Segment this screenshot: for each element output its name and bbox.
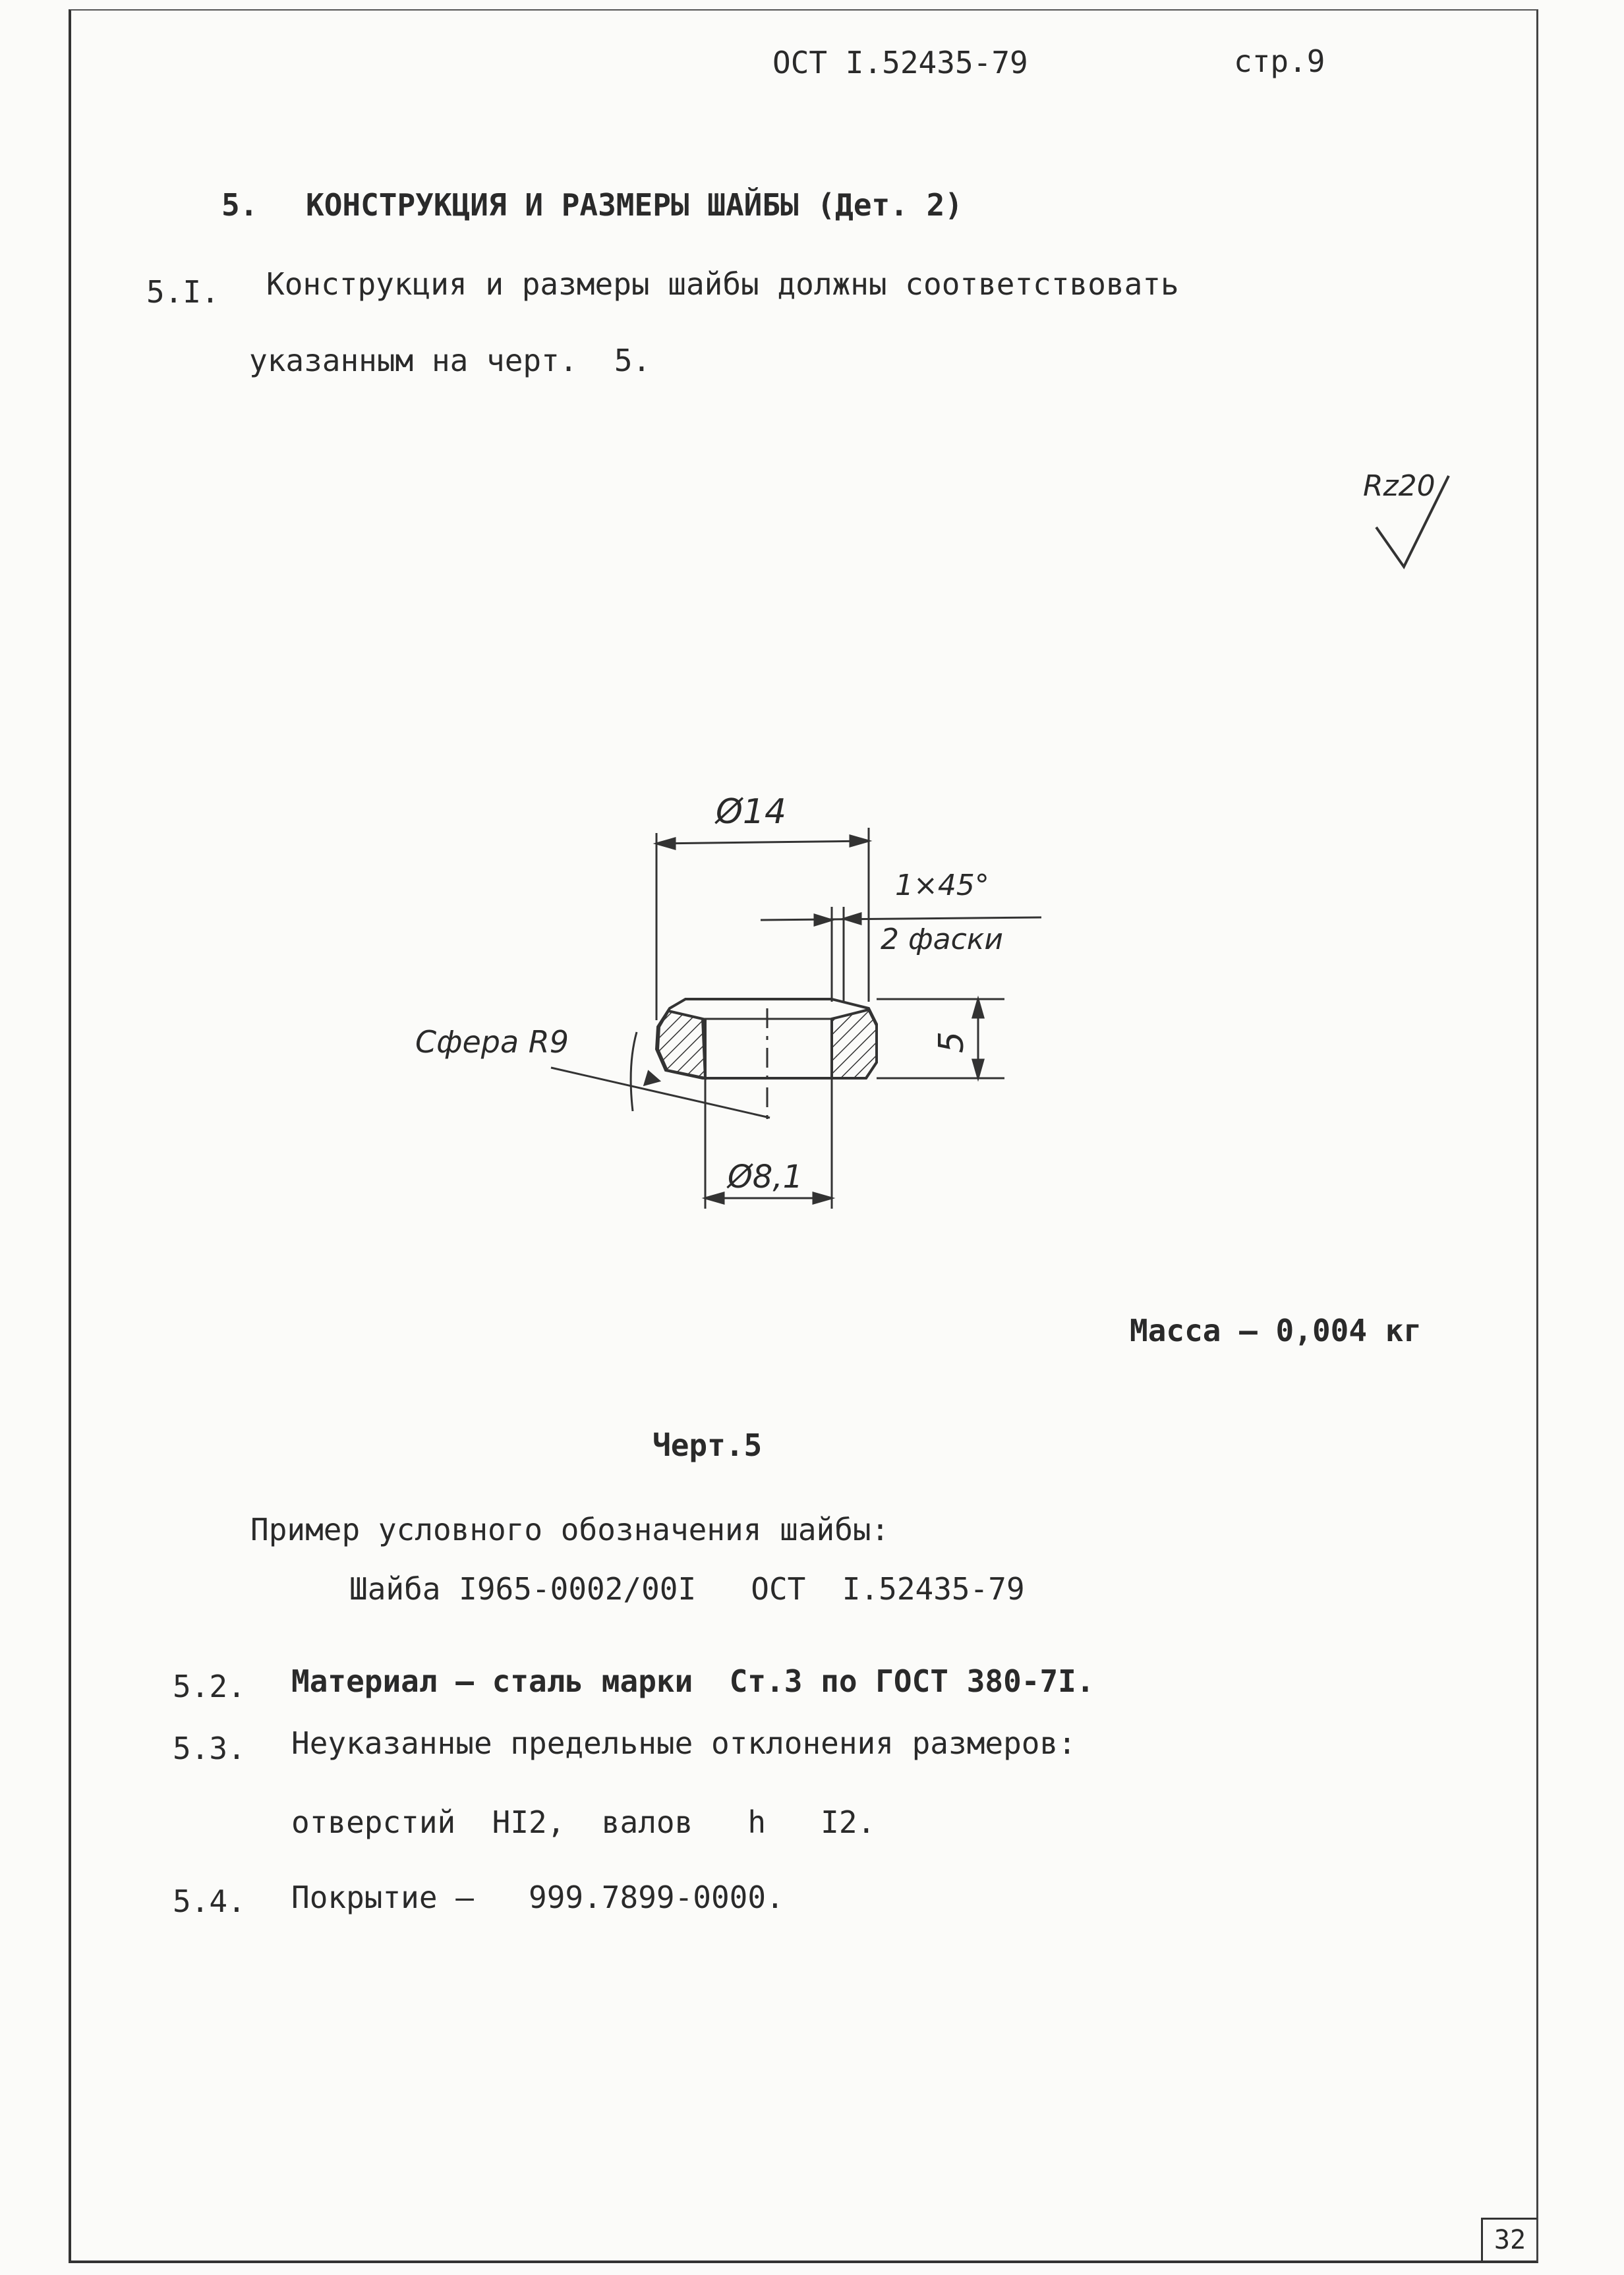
example-label: Пример условного обозначения шайбы: (250, 1512, 890, 1547)
inner-diameter-label: Ø8,1 (728, 1159, 803, 1195)
clause-5-1-line1: Конструкция и размеры шайбы должны соответствовать (266, 266, 1179, 302)
figure-caption: Черт.5 (652, 1427, 763, 1463)
chamfer-label-2: 2 фаски (881, 923, 1003, 956)
clause-5-4-number: 5.4. (173, 1884, 246, 1919)
clause-5-1-line2: указанным на черт. 5. (249, 343, 651, 378)
section-title: КОНСТРУКЦИЯ И РАЗМЕРЫ ШАЙБЫ (Дет. 2) (306, 187, 963, 223)
clause-5-3-number: 5.3. (173, 1731, 246, 1766)
section-number: 5. (221, 187, 258, 223)
clause-5-2-number: 5.2. (173, 1669, 246, 1704)
clause-5-1-number: 5.I. (146, 274, 219, 310)
example-value: Шайба I965-0002/00I ОСТ I.52435-79 (349, 1571, 1025, 1607)
clause-5-2-text: Материал – сталь марки Ст.3 по ГОСТ 380-7I. (291, 1663, 1095, 1699)
sphere-label: Сфера R9 (415, 1024, 569, 1060)
thickness-label: 5 (932, 1031, 972, 1053)
clause-5-3-tolerances: отверстий HI2, валов h I2. (291, 1804, 876, 1840)
outer-diameter-label: Ø14 (716, 792, 787, 832)
mass-label: Масса – 0,004 кг (1130, 1313, 1422, 1348)
chamfer-label-1: 1×45° (895, 869, 989, 902)
clause-5-4-text: Покрытие – 999.7899-0000. (291, 1880, 784, 1915)
outer-diameter-dimension (656, 828, 869, 1020)
standard-number: ОСТ I.52435-79 (772, 45, 1028, 80)
page-number-header: стр.9 (1234, 43, 1325, 79)
sheet-number: 32 (1481, 2218, 1537, 2261)
clause-5-3-text: Неуказанные предельные отклонения размеров: (291, 1725, 1076, 1761)
roughness-label: Rz20 (1363, 469, 1436, 503)
